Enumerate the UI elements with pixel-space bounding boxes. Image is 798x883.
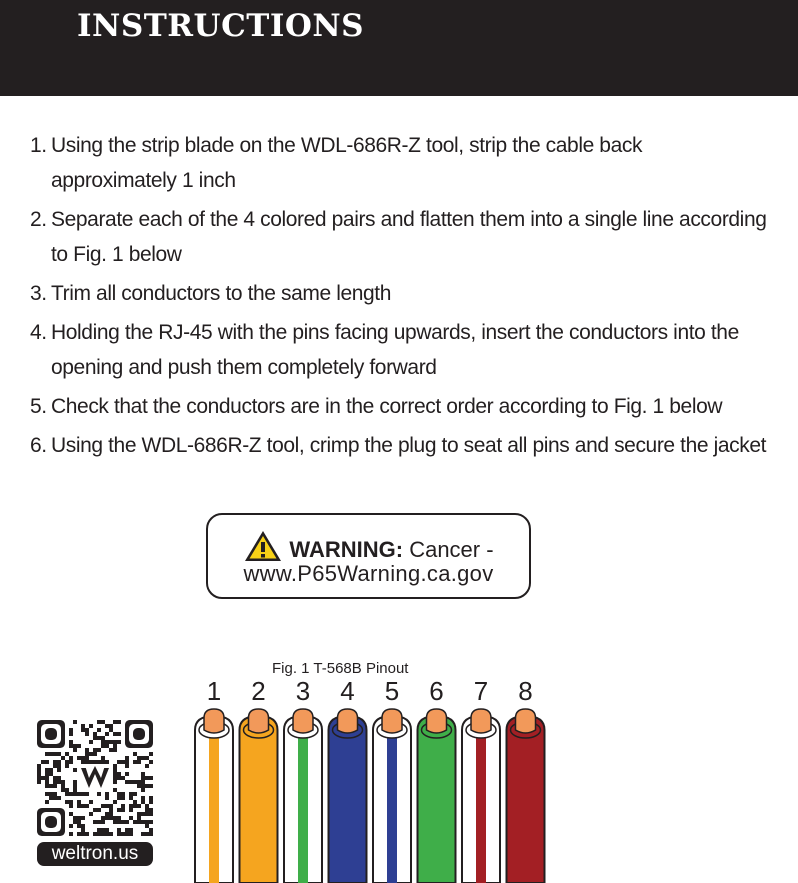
- wire-white-blue: [373, 709, 411, 883]
- warning-line: [208, 529, 529, 563]
- wire-orange: [240, 709, 278, 883]
- website-badge[interactable]: weltron.us: [37, 842, 153, 866]
- qr-code: [37, 720, 153, 836]
- warning-url[interactable]: www.P65Warning.ca.gov: [243, 561, 494, 586]
- pin-number-8: 8: [518, 676, 533, 706]
- wire-white-orange: [195, 709, 233, 883]
- step-text: Check that the conductors are in the correct order according to Fig. 1 below: [51, 395, 723, 418]
- step-number: 5.: [30, 395, 47, 418]
- step-text: Trim all conductors to the same length: [51, 282, 392, 305]
- instruction-step: [30, 428, 770, 463]
- pin-number-1: 1: [206, 676, 222, 706]
- pin-number-5: 5: [384, 676, 400, 706]
- step-text: Using the strip blade on the WDL-686R-Z tool, strip the cable back approximately 1 inch: [51, 134, 643, 192]
- instruction-step: [30, 315, 770, 385]
- prop65-warning-box: [206, 513, 531, 599]
- wire-green: [418, 709, 456, 883]
- instruction-list: [30, 128, 770, 467]
- step-text: Using the WDL-686R-Z tool, crimp the plug to seat all pins and secure the jacket: [51, 434, 767, 457]
- step-number: 6.: [30, 434, 47, 457]
- step-text: Holding the RJ-45 with the pins facing upwards, insert the conductors into the opening and push them completely forward: [51, 321, 739, 379]
- step-number: 1.: [30, 134, 47, 157]
- step-number: 2.: [30, 208, 47, 231]
- pin-number-4: 4: [340, 676, 355, 706]
- wire-blue: [329, 709, 367, 883]
- wire-white-green: [284, 709, 322, 883]
- instruction-step: [30, 389, 770, 424]
- header-bar: [0, 0, 798, 96]
- warning-text: Cancer -: [409, 537, 494, 562]
- instruction-step: [30, 276, 770, 311]
- warning-triangle-icon: [243, 529, 283, 563]
- figure-caption: Fig. 1 T-568B Pinout: [272, 660, 409, 677]
- step-number: 4.: [30, 321, 47, 344]
- warning-label: WARNING:: [289, 537, 404, 562]
- step-text: Separate each of the 4 colored pairs and flatten them into a single line according to Fig. 1 below: [51, 208, 767, 266]
- instruction-step: [30, 128, 770, 198]
- page-title: INSTRUCTIONS: [77, 8, 365, 44]
- pin-number-2: 2: [251, 676, 266, 706]
- weltron-logo-icon: [81, 766, 109, 788]
- pin-number-3: 3: [295, 676, 311, 706]
- pin-number-7: 7: [473, 676, 489, 706]
- instruction-step: [30, 202, 770, 272]
- wire-white-brown: [462, 709, 500, 883]
- step-number: 3.: [30, 282, 47, 305]
- pin-number-6: 6: [429, 676, 444, 706]
- wire-brown: [507, 709, 545, 883]
